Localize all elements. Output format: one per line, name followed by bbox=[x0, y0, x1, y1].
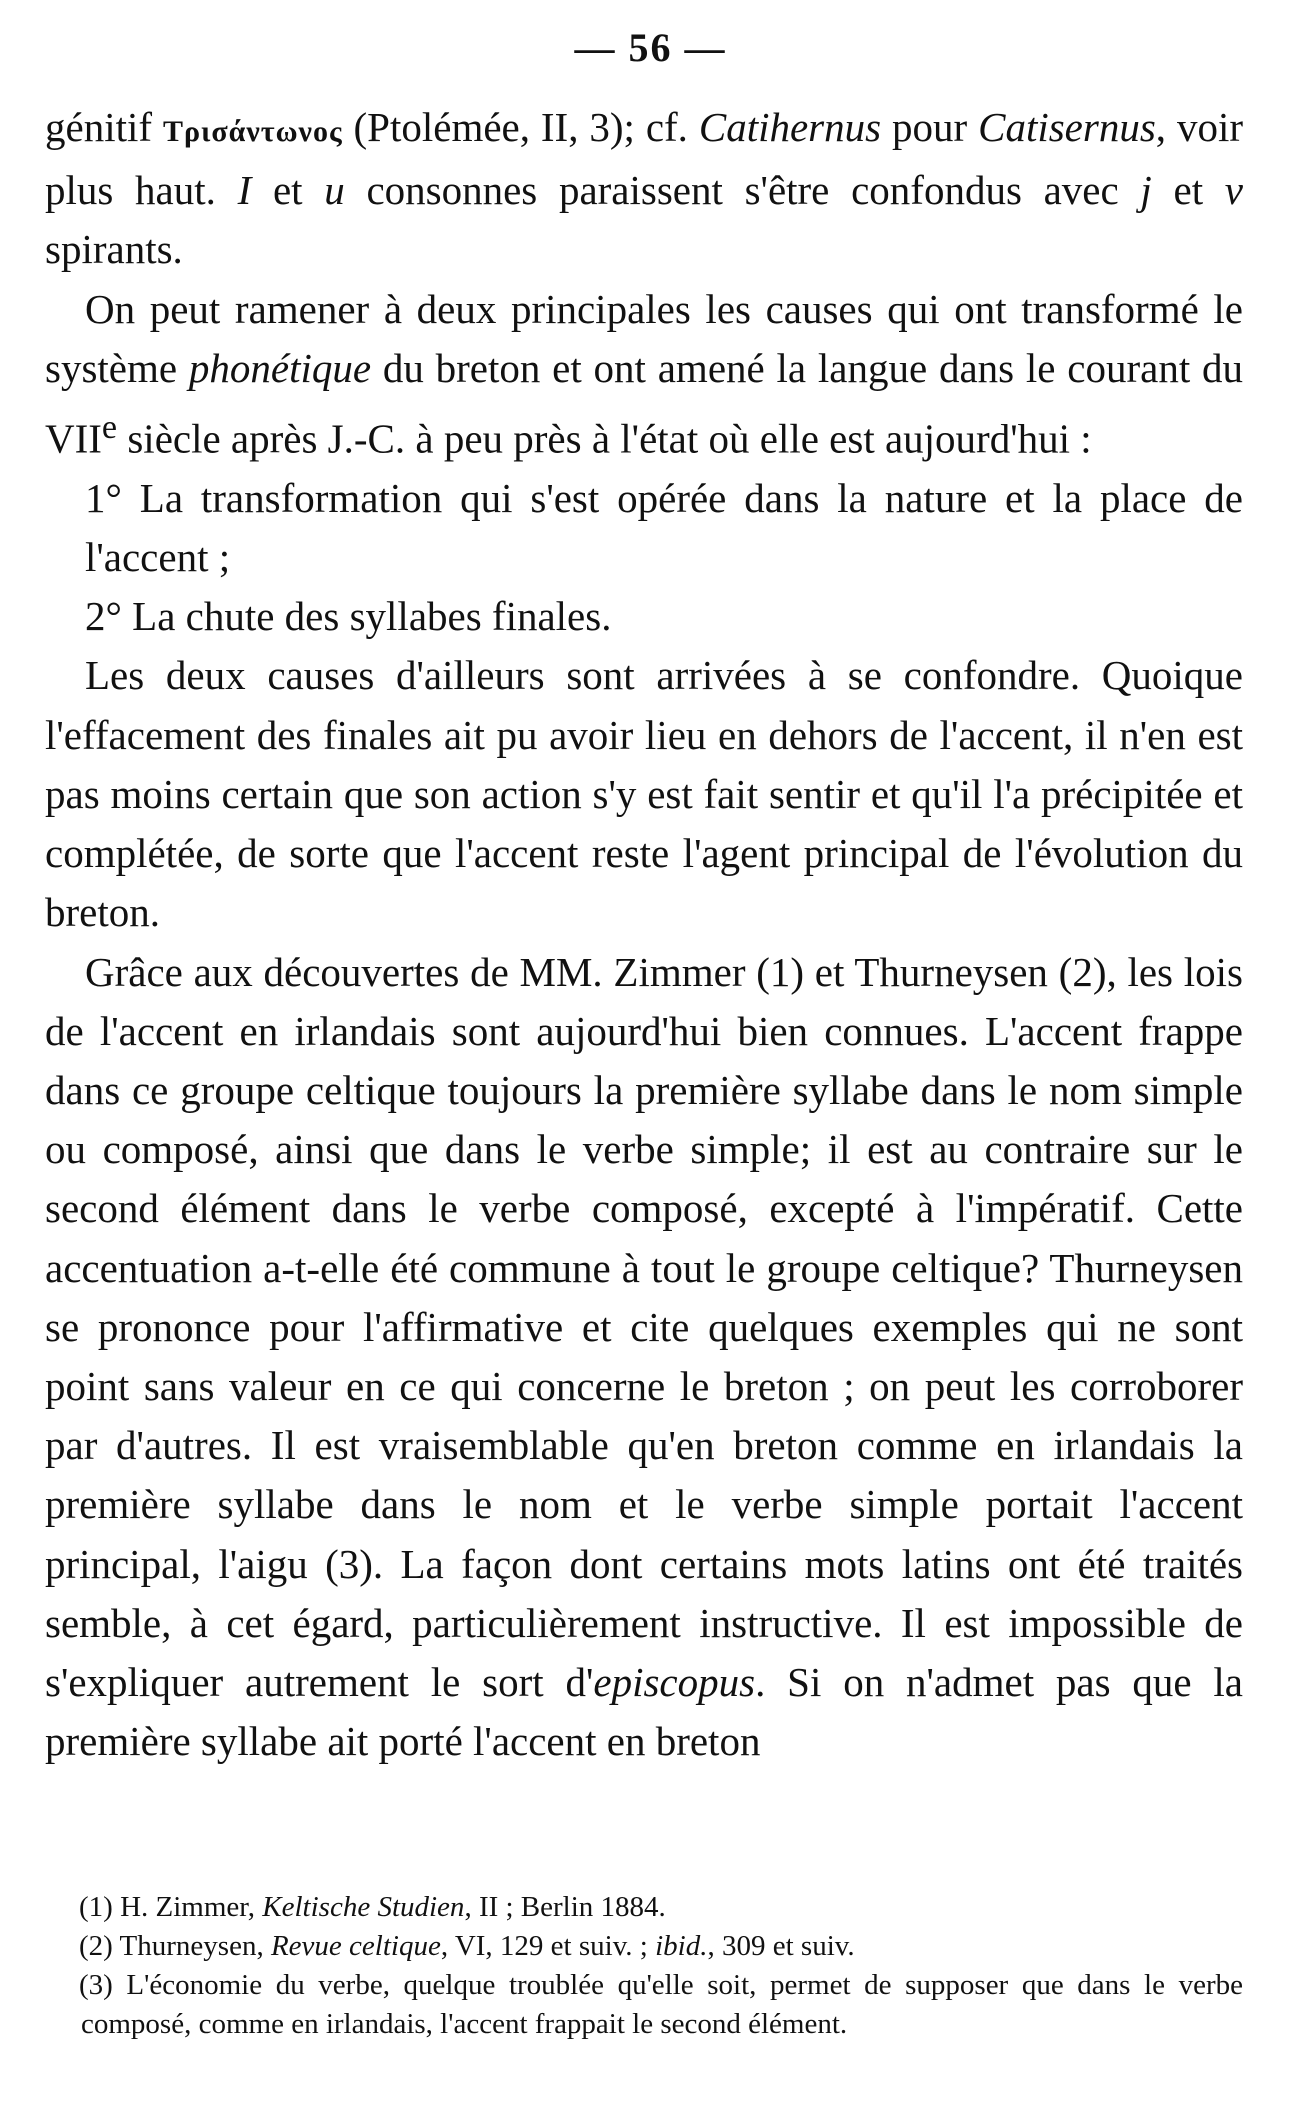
text-run: , voir plus haut. bbox=[45, 104, 1244, 214]
text-run: pour bbox=[881, 104, 979, 150]
italic-letter: I bbox=[237, 167, 252, 214]
page-number: — 56 — bbox=[574, 25, 727, 70]
italic-word: phonétique bbox=[188, 344, 372, 391]
italic-letter: j bbox=[1140, 167, 1152, 214]
text-run: génitif bbox=[45, 104, 163, 150]
italic-letter: u bbox=[324, 167, 345, 214]
text-run: Thurneysen, bbox=[112, 1930, 271, 1962]
text-run: du breton et ont amené la langue dans le courant du VII bbox=[45, 344, 1244, 462]
list-number: 2° bbox=[85, 593, 122, 640]
text-run: La chute des syllabes finales. bbox=[121, 593, 612, 640]
italic-title: Keltische Studien bbox=[262, 1891, 465, 1923]
footnote-1 bbox=[45, 1888, 1243, 1927]
list-item-2 bbox=[45, 587, 1243, 646]
main-text bbox=[45, 98, 1243, 1771]
text-run: L'économie du verbe, quelque troublée qu'elle soit, permet de supposer que dans le verbe composé, comme en irlandais, l'accent frappait le second élément. bbox=[81, 1969, 1243, 2040]
list-item-1 bbox=[45, 469, 1243, 587]
text-run: (Ptolémée, II, 3); cf. bbox=[342, 104, 699, 150]
italic-title: Revue celtique bbox=[270, 1930, 441, 1962]
footnote-number: (2) bbox=[79, 1930, 113, 1962]
text-run: et bbox=[251, 167, 325, 214]
text-run: . Si on n'admet pas que la première syllabe ait porté l'accent en breton bbox=[45, 1658, 1244, 1765]
italic-word: episcopus bbox=[593, 1658, 756, 1705]
italic-word: Catisernus bbox=[978, 104, 1156, 150]
text-run: consonnes paraissent s'être confondus avec bbox=[344, 167, 1141, 214]
list-number: 1° bbox=[85, 474, 122, 521]
text-run: siècle après J.-C. à peu près à l'état où elle est aujourd'hui : bbox=[117, 415, 1092, 462]
text-run: , VI, 129 et suiv. ; bbox=[440, 1930, 656, 1962]
paragraph-1 bbox=[45, 98, 1243, 280]
text-run: spirants. bbox=[45, 226, 183, 273]
paragraph-2 bbox=[45, 280, 1243, 469]
superscript: e bbox=[101, 409, 118, 447]
text-run: La transformation qui s'est opérée dans la nature et la place de l'accent ; bbox=[85, 474, 1243, 581]
footnote-number: (3) bbox=[79, 1969, 113, 2001]
footnote-2 bbox=[45, 1927, 1243, 1966]
text-run: , 309 et suiv. bbox=[707, 1930, 855, 1962]
italic-word: Catihernus bbox=[698, 104, 882, 150]
paragraph-3: Les deux causes d'ailleurs sont arrivées à se confondre. Quoique l'effacement des finales ait pu avoir lieu en dehors de l'accent, il n'en est pas moins certain que son action s'y est fait sentir et qu'il l'a précipitée et complétée, de sorte que l'accent reste l'agent principal de l'évolution du breton. bbox=[45, 652, 1243, 936]
greek-word: Τρισάντωνος bbox=[162, 115, 343, 148]
text-run: H. Zimmer, bbox=[112, 1891, 263, 1923]
text-run: et bbox=[1151, 167, 1225, 214]
text-run: Grâce aux découvertes de MM. Zimmer (1) et Thurneysen (2), les lois de l'accent en irlandais sont aujourd'hui bien connues. L'accent frappe dans ce groupe celtique toujours la première syllabe dans le nom simple ou composé, ainsi que dans le verbe simple; il est au contraire sur le second élément dans le verbe composé, excepté à l'impératif. Cette accentuation a-t-elle été commune à tout le groupe celtique? Thurneysen se prononce pour l'affirmative et cite quelques exemples qui ne sont point sans valeur en ce qui concerne le breton ; on peut les corroborer par d'autres. Il est vraisemblable qu'en breton comme en irlandais la première syllabe dans le nom et le verbe simple portait l'accent principal, l'aigu (3). La façon dont certains mots latins ont été traités semble, à cet égard, particulièrement instructive. Il est impossible de s'expliquer autrement le sort d' bbox=[45, 948, 1243, 1705]
text-run: , II ; Berlin 1884. bbox=[464, 1891, 666, 1923]
italic-letter: v bbox=[1224, 167, 1243, 214]
footnote-number: (1) bbox=[79, 1891, 113, 1923]
footnotes bbox=[45, 1888, 1243, 2044]
text-run: On peut ramener à deux principales les causes qui ont transformé le système bbox=[45, 285, 1243, 391]
footnote-3 bbox=[45, 1966, 1243, 2044]
italic-word: ibid. bbox=[655, 1930, 708, 1962]
paragraph-4 bbox=[45, 943, 1243, 1772]
